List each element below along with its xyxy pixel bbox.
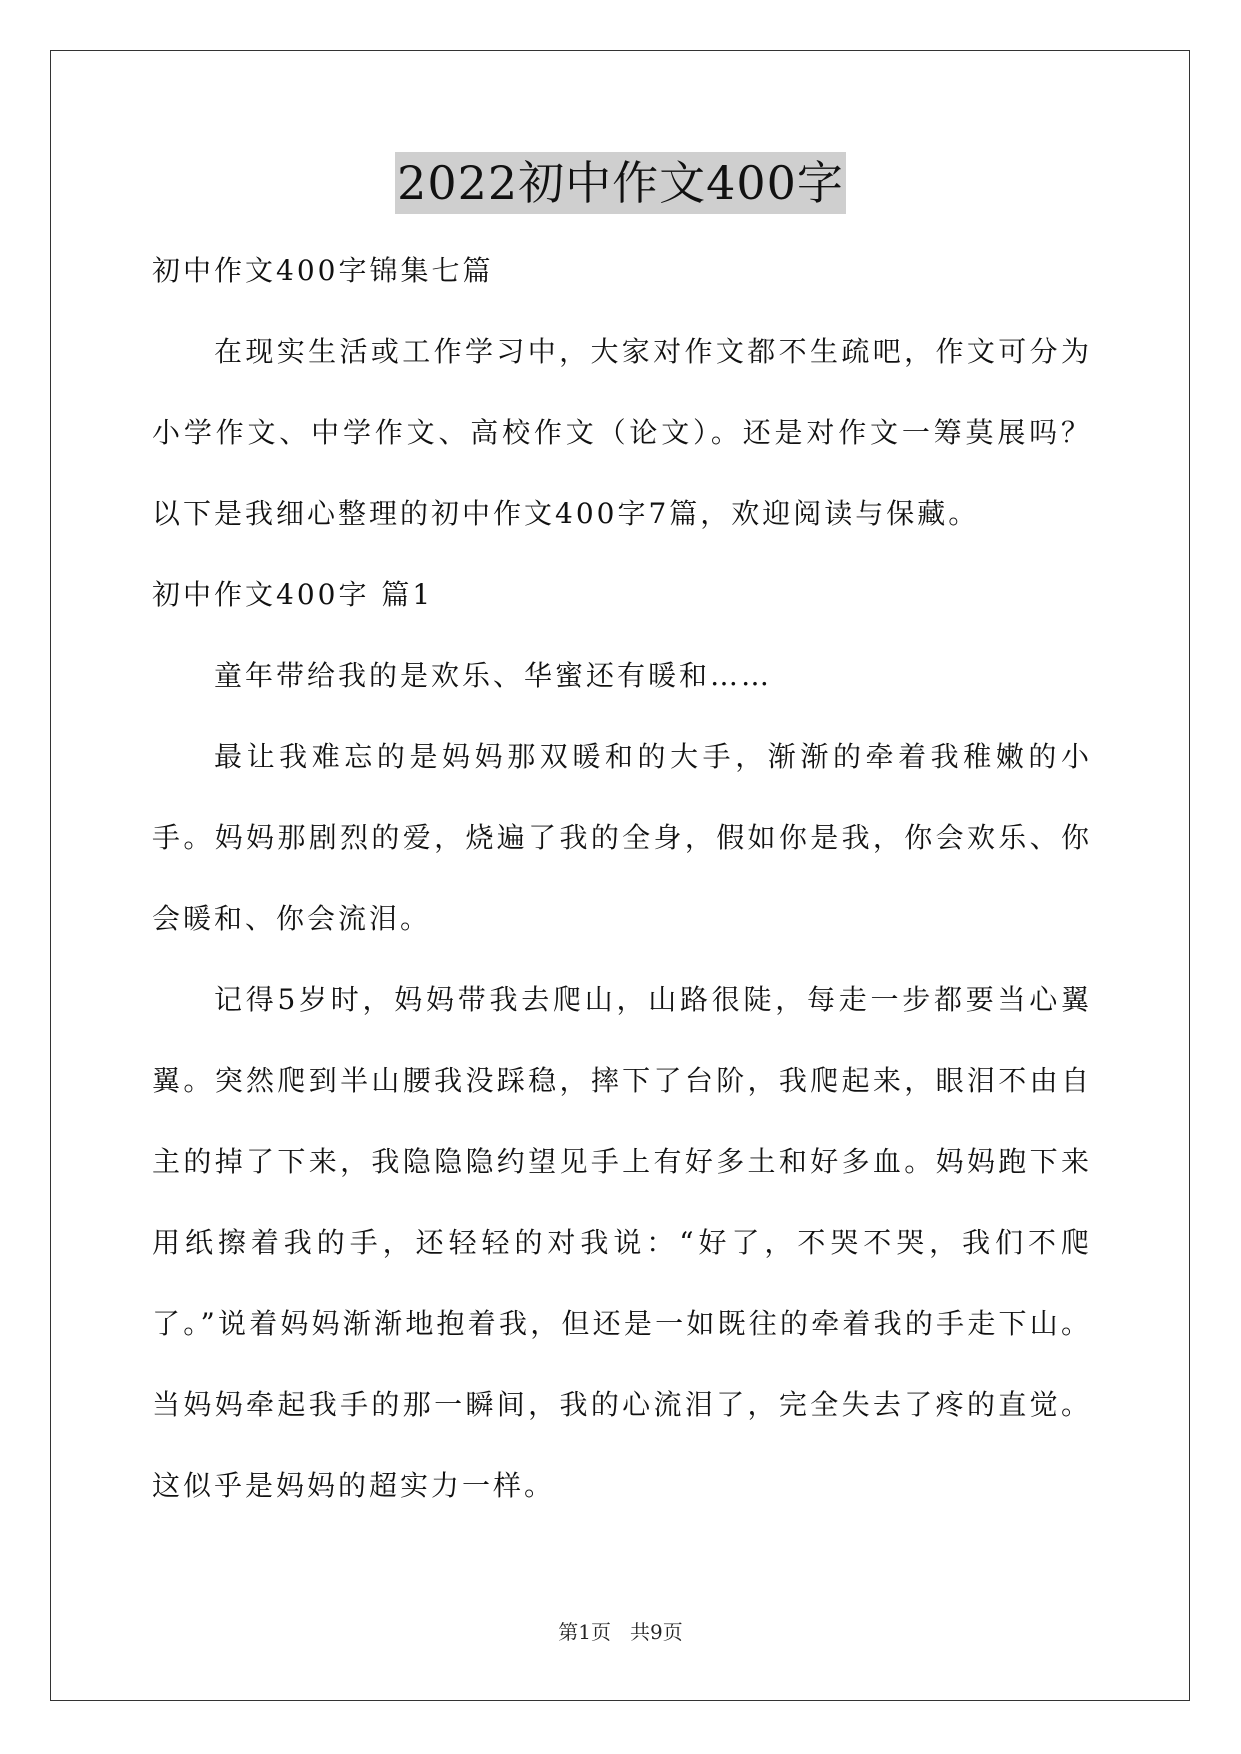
paragraph-intro: 在现实生活或工作学习中，大家对作文都不生疏吧，作文可分为小学作文、中学作文、高校作文（论文）。还是对作文一筹莫展吗？以下是我细心整理的初中作文400字7篇，欢迎阅读与保藏。 bbox=[152, 335, 1092, 530]
paragraph-body: 最让我难忘的是妈妈那双暖和的大手，渐渐的牵着我稚嫩的小手。妈妈那剧烈的爱，烧遍了我的全身，假如你是我，你会欢乐、你会暖和、你会流泪。 bbox=[152, 740, 1092, 935]
paragraph-section-heading: 初中作文400字 篇1 bbox=[152, 578, 434, 611]
paragraph-body: 童年带给我的是欢乐、华蜜还有暖和…… bbox=[214, 659, 773, 692]
title-container bbox=[0, 152, 1241, 214]
document-body bbox=[152, 230, 1092, 1526]
paragraph-subtitle: 初中作文400字锦集七篇 bbox=[152, 254, 494, 287]
document-title: 2022初中作文400字 bbox=[395, 152, 846, 214]
paragraph-body: 记得5岁时，妈妈带我去爬山，山路很陡，每走一步都要当心翼翼。突然爬到半山腰我没踩稳，摔下了台阶，我爬起来，眼泪不由自主的掉了下来，我隐隐隐约望见手上有好多土和好多血。妈妈跑下来用纸擦着我的手，还轻轻的对我说：“好了，不哭不哭，我们不爬了。”说着妈妈渐渐地抱着我，但还是一如既往的牵着我的手走下山。当妈妈牵起我手的那一瞬间，我的心流泪了，完全失去了疼的直觉。这似乎是妈妈的超实力一样。 bbox=[152, 983, 1092, 1502]
page-footer: 第1页 共9页 bbox=[558, 1620, 683, 1644]
